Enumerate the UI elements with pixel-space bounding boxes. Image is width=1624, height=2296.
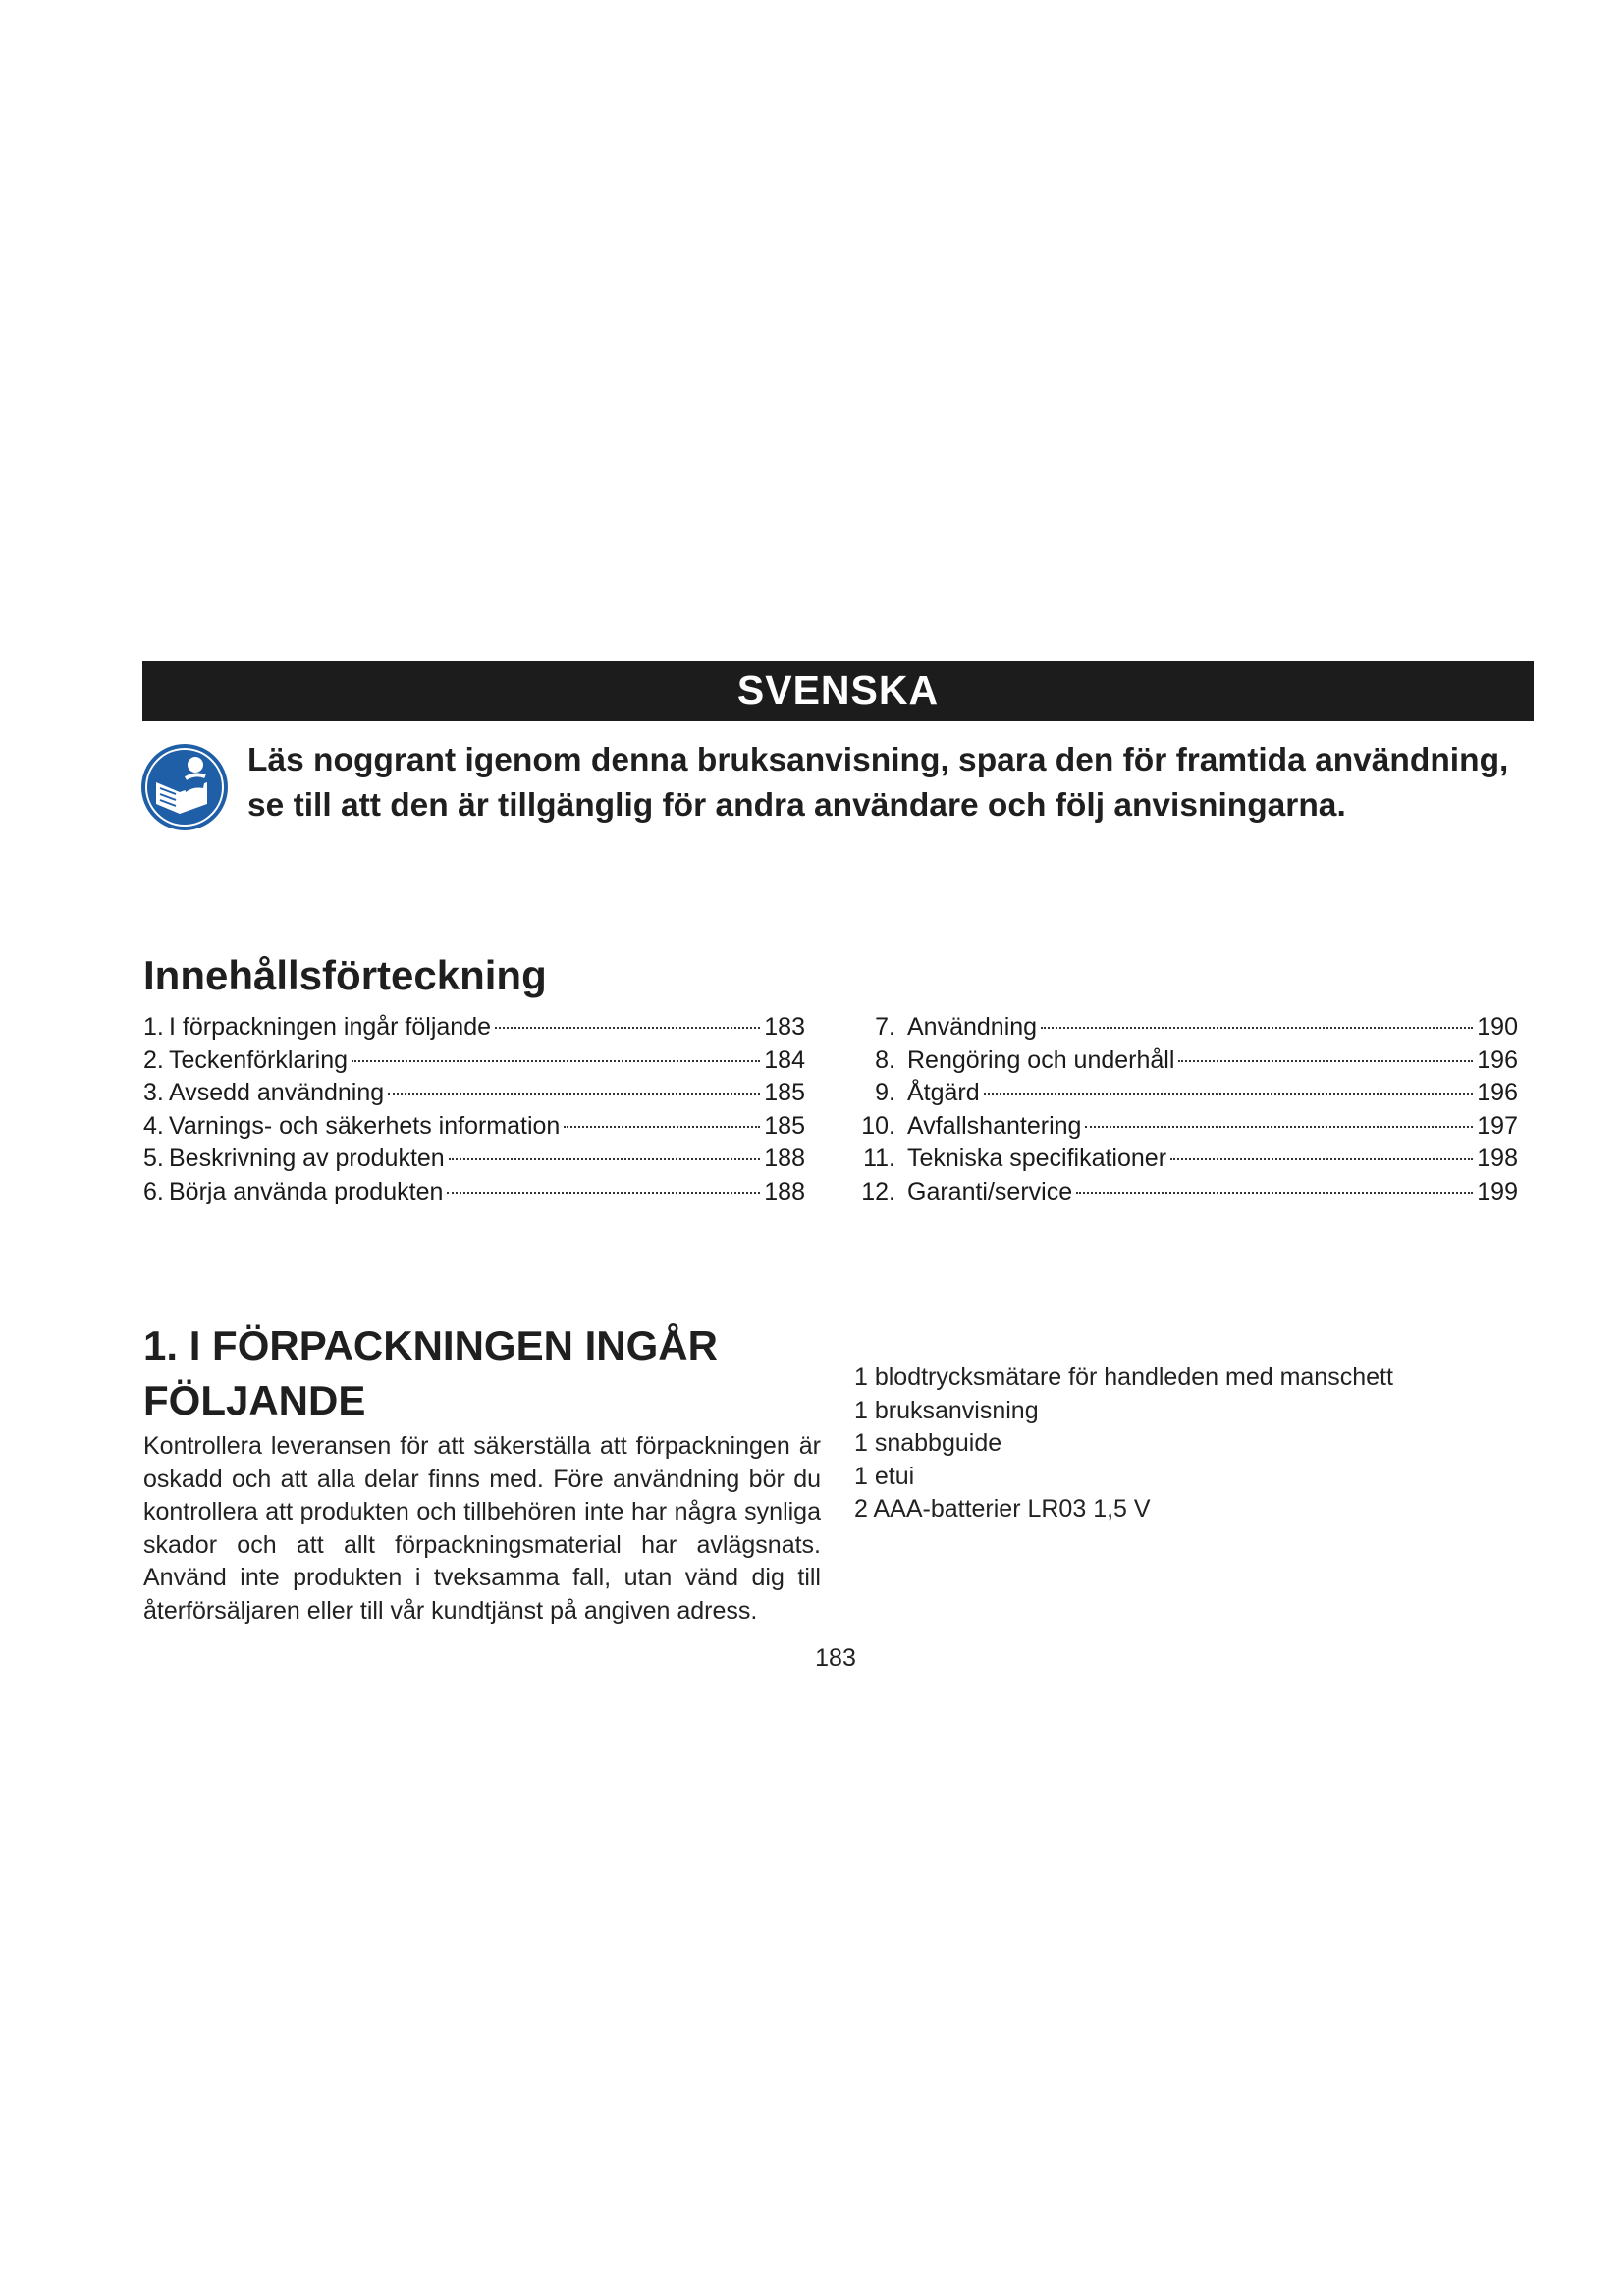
toc-entry-label: I förpackningen ingår följande	[169, 1013, 492, 1041]
toc-entry-label: Avsedd användning	[169, 1079, 385, 1107]
toc-entry[interactable]	[854, 1110, 1518, 1144]
toc-leader-dots	[564, 1126, 760, 1128]
toc-entry-number: 8.	[875, 1045, 895, 1074]
toc-leader-dots	[388, 1093, 760, 1095]
toc-entry-label: Åtgärd	[907, 1079, 980, 1107]
toc-leader-dots	[449, 1158, 761, 1160]
list-item: 1 bruksanvisning	[854, 1396, 1039, 1424]
toc-entry[interactable]	[143, 1143, 805, 1176]
toc-title: Innehållsförteckning	[143, 952, 547, 998]
toc-entry-page: 190	[1477, 1013, 1518, 1041]
toc-entry[interactable]	[854, 1077, 1518, 1110]
toc-entry-page: 188	[764, 1145, 805, 1173]
list-item: 2 AAA-batterier LR03 1,5 V	[854, 1495, 1151, 1522]
toc-entry-label: Garanti/service	[907, 1177, 1073, 1205]
toc-entry-page: 184	[764, 1045, 805, 1074]
toc-entry[interactable]	[854, 1143, 1518, 1176]
toc-entry-label: Tekniska specifikationer	[907, 1145, 1167, 1173]
toc-leader-dots	[984, 1093, 1474, 1095]
toc-entry[interactable]	[854, 1176, 1518, 1209]
toc-entry-page: 183	[764, 1013, 805, 1041]
toc-entry-number: 9.	[875, 1079, 895, 1107]
toc-entry[interactable]	[143, 1044, 805, 1078]
package-contents-list	[854, 1362, 1393, 1526]
toc-entry-number: 3.	[143, 1079, 164, 1107]
toc-entry[interactable]	[854, 1011, 1518, 1044]
toc-entry-number: 12.	[861, 1177, 895, 1205]
toc-entry-page: 196	[1477, 1045, 1518, 1074]
toc-leader-dots	[1178, 1060, 1473, 1062]
toc-entry-label: Beskrivning av produkten	[169, 1145, 445, 1173]
toc-leader-dots	[1170, 1158, 1473, 1160]
list-item: 1 etui	[854, 1462, 915, 1490]
toc-entry-number: 4.	[143, 1111, 164, 1140]
toc-entry-page: 198	[1477, 1145, 1518, 1173]
toc-entry-number: 2.	[143, 1045, 164, 1074]
language-banner: SVENSKA	[142, 661, 1534, 721]
list-item: 1 blodtrycksmätare för handleden med manschett	[854, 1363, 1393, 1391]
toc-entry-label: Varnings- och säkerhets information	[169, 1111, 561, 1140]
toc-right-column	[854, 1011, 1518, 1209]
toc-entry-number: 10.	[861, 1111, 895, 1140]
toc-left-column	[143, 1011, 805, 1209]
section-1-title: 1. I FÖRPACKNINGEN INGÅR FÖLJANDE	[143, 1322, 718, 1423]
toc-entry[interactable]	[143, 1077, 805, 1110]
list-item: 1 snabbguide	[854, 1429, 1002, 1457]
toc-entry-number: 7.	[875, 1013, 895, 1041]
toc-entry-number: 6.	[143, 1177, 164, 1205]
toc-entry-label: Avfallshantering	[907, 1111, 1082, 1140]
read-instructions-notice: Läs noggrant igenom denna bruksanvisning, spara den för framtida användning, se till att den är tillgänglig för andra användare och följ anvisningarna.	[247, 742, 1509, 824]
toc-entry-label: Användning	[907, 1013, 1038, 1041]
toc-leader-dots	[495, 1027, 760, 1029]
section-1-body: Kontrollera leveransen för att säkerställa att förpackningen är oskadd och att alla delar finns med. Före användning bör du kontrollera att produkten och tillbehören inte har några synliga skador och att allt förpackningsmaterial har avlägsnats. Använd inte produkten i tveksamma fall, utan vänd dig till återförsäljaren eller till vår kundtjänst på angiven adress.	[143, 1432, 821, 1625]
toc-leader-dots	[352, 1060, 760, 1062]
toc-entry-number: 11.	[863, 1145, 895, 1173]
toc-entry-number: 1.	[143, 1013, 164, 1041]
toc-entry-page: 196	[1477, 1079, 1518, 1107]
toc-entry[interactable]	[854, 1044, 1518, 1078]
toc-entry-label: Teckenförklaring	[169, 1045, 349, 1074]
read-manual-icon	[140, 743, 229, 831]
toc-leader-dots	[1076, 1192, 1473, 1194]
toc-leader-dots	[1085, 1126, 1473, 1128]
toc-leader-dots	[447, 1192, 760, 1194]
toc-entry[interactable]	[143, 1110, 805, 1144]
toc-entry-page: 199	[1477, 1177, 1518, 1205]
toc-leader-dots	[1041, 1027, 1473, 1029]
toc-entry-page: 197	[1477, 1111, 1518, 1140]
page-number: 183	[815, 1644, 856, 1672]
toc-entry-label: Rengöring och underhåll	[907, 1045, 1175, 1074]
toc-entry[interactable]	[143, 1011, 805, 1044]
toc-entry-page: 188	[764, 1177, 805, 1205]
toc-entry[interactable]	[143, 1176, 805, 1209]
toc-entry-page: 185	[764, 1111, 805, 1140]
toc-entry-page: 185	[764, 1079, 805, 1107]
toc-entry-label: Börja använda produkten	[169, 1177, 444, 1205]
toc-entry-number: 5.	[143, 1145, 164, 1173]
